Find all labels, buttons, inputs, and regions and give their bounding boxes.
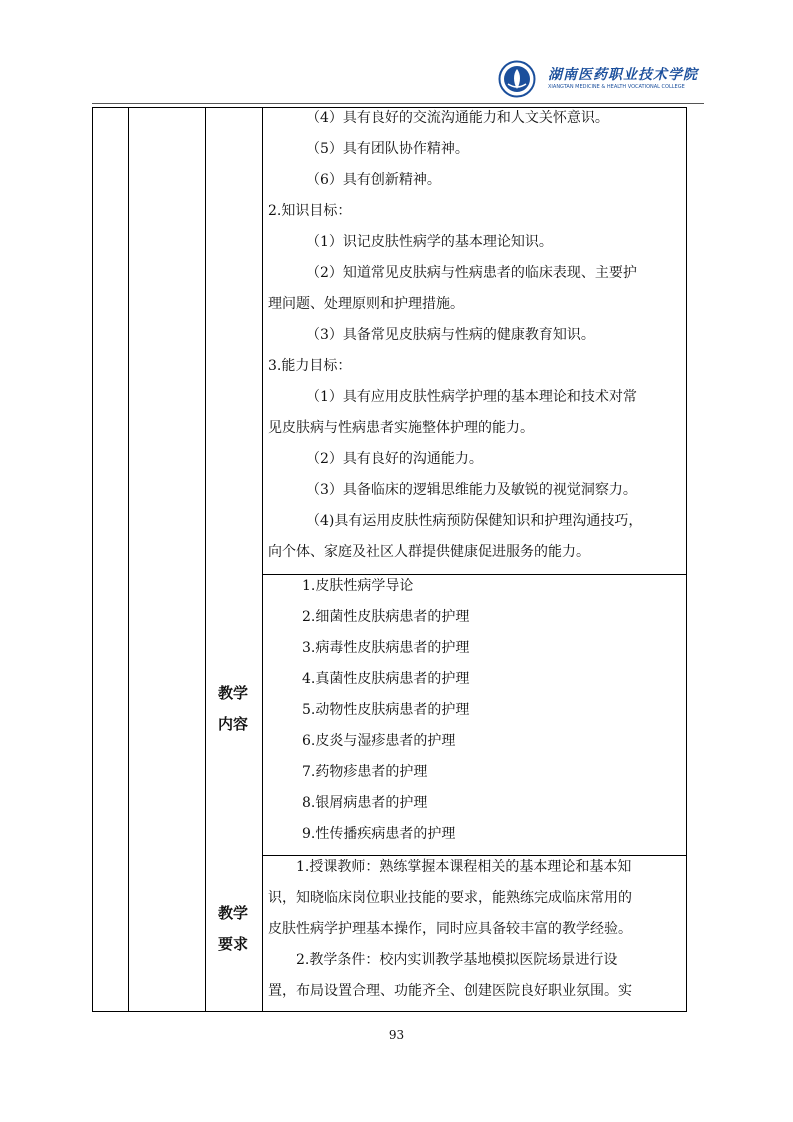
requirements-line: 识，知晓临床岗位职业技能的要求，能熟练完成临床常用的 [268,890,632,906]
page-number: 93 [388,1028,405,1042]
content-item: 2.细菌性皮肤病患者的护理 [302,609,470,625]
requirements-label-line1: 教学 [217,904,248,922]
table-col-divider-3 [262,107,263,1012]
content-item: 4.真菌性皮肤病患者的护理 [302,671,470,687]
ability-item: （2）具有良好的沟通能力。 [306,451,483,467]
requirements-line: 置，布局设置合理、功能齐全、创建医院良好职业氛围。实 [268,983,632,999]
ability-item-continued: 向个体、家庭及社区人群提供健康促进服务的能力。 [268,544,590,560]
requirements-cell [268,852,684,1007]
content-item: 1.皮肤性病学导论 [302,578,414,594]
knowledge-heading: 2.知识目标： [268,203,352,219]
college-name-en: XIANGTAN MEDICINE & HEALTH VOCATIONAL COLLEGE [548,84,685,90]
college-logo [498,60,698,98]
requirements-line: 2.教学条件：校内实训教学基地模拟医院场景进行设 [296,952,618,968]
content-item: 5.动物性皮肤病患者的护理 [302,702,470,718]
ability-item: （3）具备临床的逻辑思维能力及敏锐的视觉洞察力。 [306,482,637,498]
knowledge-item-continued: 理问题、处理原则和护理措施。 [268,296,464,312]
college-name-cn: 湖南医药职业技术学院 [548,67,698,83]
content-cell [268,571,684,850]
ability-heading: 3.能力目标： [268,358,352,374]
content-item: 8.银屑病患者的护理 [302,795,428,811]
requirements-label [205,898,261,960]
knowledge-item: （2）知道常见皮肤病与性病患者的临床表现、主要护 [306,265,637,281]
table-border-right [686,107,687,1012]
quality-item: （5）具有团队协作精神。 [306,141,469,157]
quality-item: （6）具有创新精神。 [306,172,441,188]
requirements-line: 1.授课教师：熟练掌握本课程相关的基本理论和基本知 [296,859,632,875]
content-item: 3.病毒性皮肤病患者的护理 [302,640,470,656]
content-label-line1: 教学 [217,684,248,702]
college-emblem-icon [498,60,536,98]
ability-item: （1）具有应用皮肤性病学护理的基本理论和技术对常 [306,389,637,405]
table-border-left [92,107,93,1012]
table-border-bottom [92,1011,687,1012]
content-item: 6.皮炎与湿疹患者的护理 [302,733,456,749]
table-col-divider-1 [128,107,129,1012]
table-col-divider-2 [205,107,206,1012]
ability-item-continued: 见皮肤病与性病患者实施整体护理的能力。 [268,420,534,436]
objectives-cell [268,103,684,568]
requirements-label-line2: 要求 [217,935,248,953]
content-item: 7.药物疹患者的护理 [302,764,428,780]
ability-item: （4)具有运用皮肤性病预防保健知识和护理沟通技巧， [306,513,643,529]
knowledge-item: （3）具备常见皮肤病与性病的健康教育知识。 [306,327,595,343]
requirements-line: 皮肤性病学护理基本操作，同时应具备较丰富的教学经验。 [268,921,632,937]
content-label [205,678,261,740]
content-item: 9.性传播疾病患者的护理 [302,826,456,842]
quality-item: （4）具有良好的交流沟通能力和人文关怀意识。 [306,110,609,126]
content-label-line2: 内容 [217,715,248,733]
knowledge-item: （1）识记皮肤性病学的基本理论知识。 [306,234,553,250]
